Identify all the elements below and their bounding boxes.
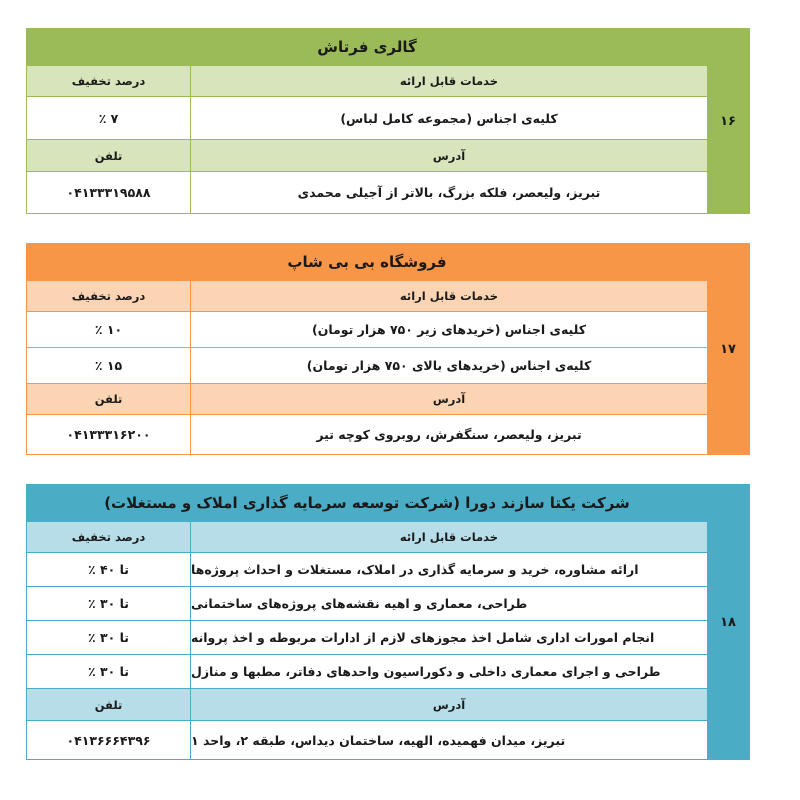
vendor-title: فروشگاه بی بی شاپ	[27, 244, 707, 281]
address-header: آدرس	[432, 392, 466, 406]
service-row	[27, 587, 707, 621]
address-text: تبریز، میدان فهمیده، الهیه، ساختمان دیداس، طبقه ۲، واحد ۱	[191, 732, 566, 748]
service-row	[27, 312, 707, 348]
service-row	[27, 348, 707, 384]
phone-number: ۰۴۱۳۳۳۱۶۲۰۰	[27, 415, 191, 454]
services-header: خدمات قابل ارائه	[399, 74, 499, 88]
discount-value: تا ۳۰ ٪	[27, 621, 191, 654]
service-row	[27, 553, 707, 587]
service-row	[27, 655, 707, 689]
service-text: کلیه‌ی اجناس (خریدهای زیر ۷۵۰ هزار تومان)	[311, 322, 587, 337]
discount-value: ۷ ٪	[27, 97, 191, 139]
services-header: خدمات قابل ارائه	[399, 289, 499, 303]
vendor-card-16	[26, 28, 750, 214]
service-text: انجام امورات اداری شامل اخذ مجوزهای لازم از ادارات مربوطه و اخذ پروانه	[191, 630, 655, 645]
service-text: طراحی و اجرای معماری داخلی و دکوراسیون واحدهای دفاتر، مطبها و منازل	[191, 664, 661, 679]
service-text: ارائه مشاوره، خرید و سرمایه گذاری در املاک، مستغلات و احداث پروژه‌ها	[191, 562, 639, 577]
card-number: ۱۷	[707, 244, 749, 454]
address-row	[27, 172, 707, 213]
vendor-card-18	[26, 484, 750, 760]
discount-value: تا ۳۰ ٪	[27, 587, 191, 620]
card-number: ۱۶	[707, 29, 749, 213]
address-text: تبریز، ولیعصر، سنگفرش، روبروی کوچه تیر	[316, 427, 582, 442]
discount-value: ۱۰ ٪	[27, 312, 191, 347]
service-text: کلیه‌ی اجناس (مجموعه کامل لباس)	[340, 110, 558, 126]
address-header-row	[27, 689, 707, 721]
discount-value: ۱۵ ٪	[27, 348, 191, 383]
vendor-title: شرکت یکتا سازند دورا (شرکت توسعه سرمایه گذاری املاک و مستغلات)	[27, 485, 707, 522]
address-row	[27, 415, 707, 454]
phone-number: ۰۴۱۳۳۳۱۹۵۸۸	[27, 172, 191, 213]
phone-header: تلفن	[27, 140, 191, 171]
services-header-row	[27, 281, 707, 312]
services-header-row	[27, 522, 707, 553]
services-header-row	[27, 66, 707, 97]
service-row	[27, 621, 707, 655]
discount-header: درصد تخفیف	[27, 66, 191, 96]
services-header: خدمات قابل ارائه	[399, 530, 499, 544]
phone-header: تلفن	[27, 689, 191, 720]
phone-header: تلفن	[27, 384, 191, 414]
service-text: طراحی، معماری و اهیه نقشه‌های پروژه‌های ساختمانی	[191, 596, 528, 611]
vendor-table	[27, 485, 707, 759]
address-row	[27, 721, 707, 759]
vendor-title: گالری فرتاش	[27, 29, 707, 66]
address-header-row	[27, 384, 707, 415]
discount-value: تا ۳۰ ٪	[27, 655, 191, 688]
discount-header: درصد تخفیف	[27, 522, 191, 552]
address-header-row	[27, 140, 707, 172]
vendor-table	[27, 29, 707, 213]
address-text: تبریز، ولیعصر، فلکه بزرگ، بالاتر از آجیلی محمدی	[297, 185, 601, 200]
card-number: ۱۸	[707, 485, 749, 759]
phone-number: ۰۴۱۳۶۶۶۴۳۹۶	[27, 721, 191, 759]
discount-header: درصد تخفیف	[27, 281, 191, 311]
address-header: آدرس	[432, 148, 466, 163]
service-row	[27, 97, 707, 140]
service-text: کلیه‌ی اجناس (خریدهای بالای ۷۵۰ هزار تومان)	[306, 358, 592, 373]
vendor-table	[27, 244, 707, 454]
address-header: آدرس	[432, 697, 466, 712]
discount-value: تا ۴۰ ٪	[27, 553, 191, 586]
vendor-card-17	[26, 243, 750, 455]
